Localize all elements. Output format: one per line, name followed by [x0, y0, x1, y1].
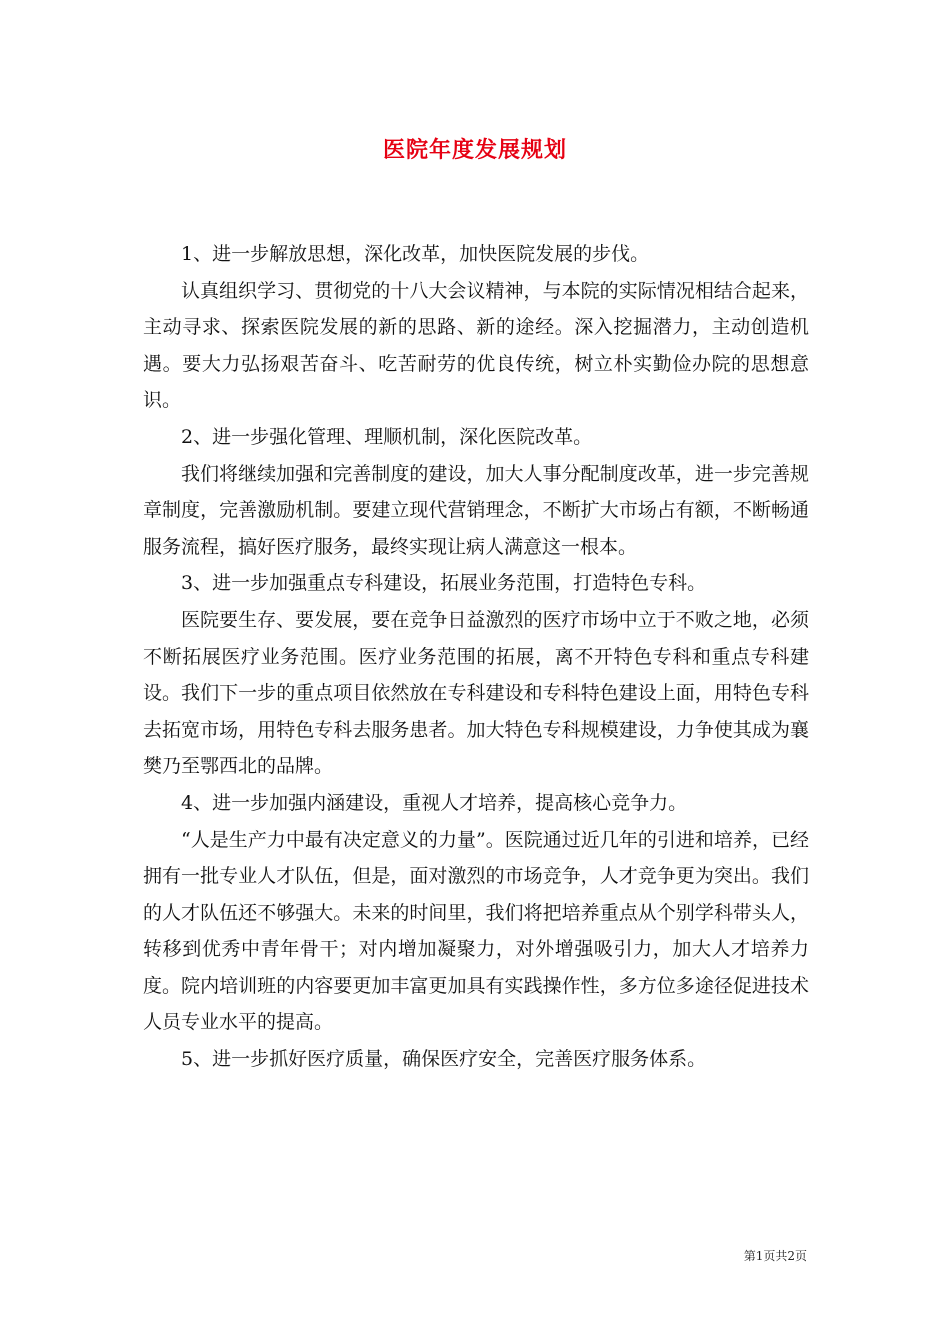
- paragraph-heading-1: 1、进一步解放思想，深化改革，加快医院发展的步伐。: [181, 243, 650, 265]
- paragraph-heading-3: 3、进一步加强重点专科建设，拓展业务范围，打造特色专科。: [181, 572, 707, 595]
- paragraph-body-1: 认真组织学习、贯彻党的十八大会议精神，与本院的实际情况相结合起来，主动寻求、探索医院发展的新的思路、新的途经。深入挖掘潜力，主动创造机遇。要大力弘扬艰苦奋斗、吃苦耐劳的优良传统，树立朴实勤俭办院的思想意识。: [143, 279, 809, 412]
- paragraph-heading-5: 5、进一步抓好医疗质量，确保医疗安全，完善医疗服务体系。: [181, 1048, 707, 1071]
- page-number-footer: 第1页共2页: [743, 1249, 807, 1263]
- document-title: 医院年度发展规划: [382, 137, 567, 163]
- paragraph-heading-2: 2、进一步强化管理、理顺机制，深化医院改革。: [181, 425, 593, 448]
- paragraph-body-4: “人是生产力中最有决定意义的力量”。医院通过近几年的引进和培养，已经拥有一批专业人才队伍，但是，面对激烈的市场竞争，人才竞争更为突出。我们的人才队伍还不够强大。未来的时间里，我们将把培养重点从个别学科带头人，转移到优秀中青年骨干；对内增加凝聚力，对外增强吸引力，加大人才培养力度。院内培训班的内容要更加丰富更加具有实践操作性，多方位多途径促进技术人员专业水平的提高。: [143, 828, 809, 1034]
- paragraph-body-2: 我们将继续加强和完善制度的建设，加大人事分配制度改革，进一步完善规章制度，完善激励机制。要建立现代营销理念，不断扩大市场占有额，不断畅通服务流程，搞好医疗服务，最终实现让病人满意这一根本。: [143, 462, 809, 558]
- paragraph-body-3: 医院要生存、要发展，要在竞争日益激烈的医疗市场中立于不败之地，必须不断拓展医疗业务范围。医疗业务范围的拓展，离不开特色专科和重点专科建设。我们下一步的重点项目依然放在专科建设和专科特色建设上面，用特色专科去拓宽市场，用特色专科去服务患者。加大特色专科规模建设，力争使其成为襄樊乃至鄂西北的品牌。: [143, 608, 809, 778]
- document-body: [143, 236, 809, 1078]
- paragraph-heading-4: 4、进一步加强内涵建设，重视人才培养，提高核心竞争力。: [181, 791, 688, 814]
